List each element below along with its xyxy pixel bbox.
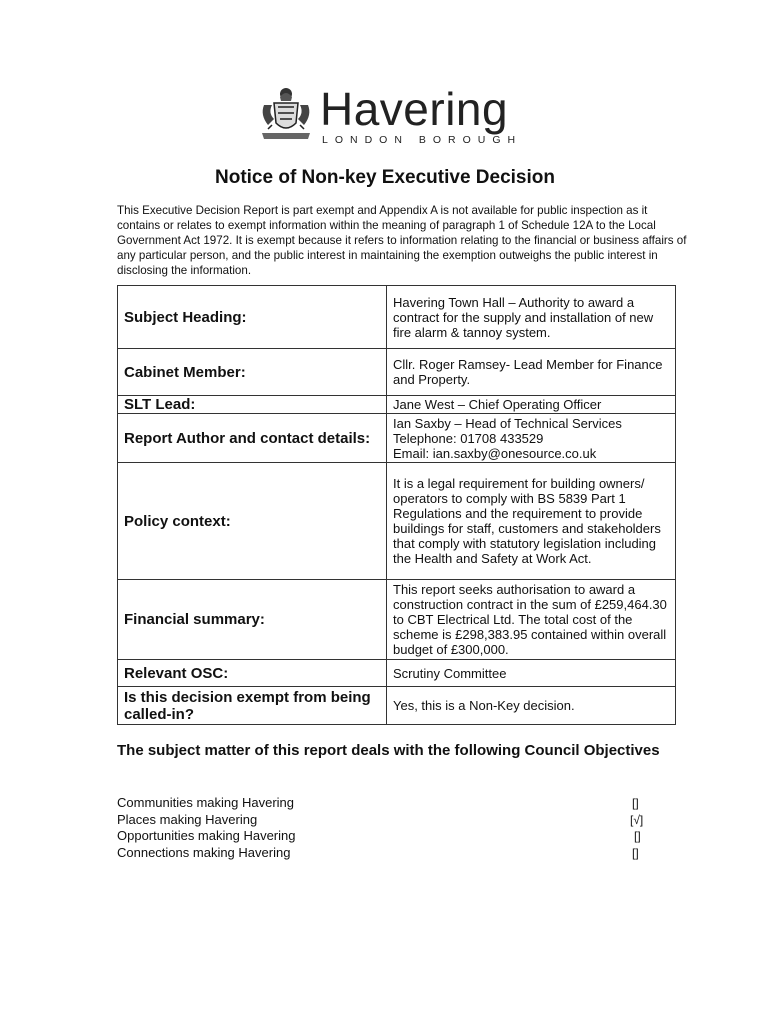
intro-paragraph: This Executive Decision Report is part exempt and Appendix A is not available for public inspection as it contains or relates to exempt information within the meaning of paragraph 1 of Schedule 12A to the Local Government Act 1972. It is exempt because it refers to information relating to the financial or business affairs of any particular person, and the public interest in maintaining the exemption outweighs the public interest in disclosing the information. (117, 204, 687, 277)
financial-summary-label: Financial summary: (118, 580, 387, 660)
decision-table (117, 285, 676, 725)
financial-summary-value: This report seeks authorisation to award a construction contract in the sum of £259,464.30 to CBT Electrical Ltd. The total cost of the scheme is £298,383.95 contained within overall budget of £300,000. (387, 580, 676, 660)
policy-context-label: Policy context: (118, 463, 387, 580)
objective-label: Places making Havering (117, 811, 258, 827)
list-item (117, 795, 657, 812)
report-author-label: Report Author and contact details: (118, 414, 387, 463)
objective-label: Communities making Havering (117, 795, 295, 810)
relevant-osc-label: Relevant OSC: (118, 660, 387, 687)
table-row (118, 349, 676, 396)
author-name: Ian Saxby – Head of Technical Services (393, 415, 622, 431)
cabinet-member-label: Cabinet Member: (118, 349, 387, 396)
policy-context-value: It is a legal requirement for building owners/ operators to comply with BS 5839 Part 1 Regulations and the requirement to provide buildings for staff, customers and stakeholders that comply with statutory legislation including the Health and Safety at Work Act. (387, 463, 676, 580)
slt-lead-value: Jane West – Chief Operating Officer (387, 396, 676, 414)
logo-subtitle: LONDON BOROUGH (322, 134, 523, 146)
havering-logo (258, 85, 538, 150)
objective-checkbox: [] (634, 829, 641, 843)
call-in-exempt-label: Is this decision exempt from being called-in? (118, 687, 387, 725)
subject-heading-value: Havering Town Hall – Authority to award a contract for the supply and installation of new fire alarm & tannoy system. (387, 286, 676, 349)
havering-crest-icon (258, 85, 314, 145)
table-row (118, 660, 676, 687)
objectives-list (117, 795, 657, 861)
table-row (118, 396, 676, 414)
logo-wordmark: Havering (320, 83, 509, 135)
list-item (117, 812, 657, 829)
cabinet-member-value: Cllr. Roger Ramsey- Lead Member for Finance and Property. (387, 349, 676, 396)
subject-heading-label: Subject Heading: (118, 286, 387, 349)
table-row (118, 286, 676, 349)
objective-checkbox: [] (632, 796, 639, 810)
call-in-exempt-value: Yes, this is a Non-Key decision. (387, 687, 676, 725)
author-telephone: Telephone: 01708 433529 (393, 430, 544, 446)
objective-checkbox: [] (632, 845, 639, 860)
page-title: Notice of Non-key Executive Decision (215, 167, 555, 188)
list-item (117, 828, 657, 845)
author-email[interactable]: Email: ian.saxby@onesource.co.uk (393, 445, 597, 461)
table-row (118, 687, 676, 725)
table-row (118, 463, 676, 580)
objective-label: Opportunities making Havering (117, 828, 296, 843)
objective-checkbox: [√] (630, 812, 644, 827)
objective-label: Connections making Havering (117, 844, 291, 860)
slt-lead-label: SLT Lead: (118, 396, 387, 414)
objectives-heading: The subject matter of this report deals with the following Council Objectives (117, 742, 660, 759)
list-item (117, 845, 657, 862)
report-author-value (387, 414, 676, 463)
table-row (118, 414, 676, 463)
relevant-osc-value: Scrutiny Committee (387, 660, 676, 687)
table-row (118, 580, 676, 660)
